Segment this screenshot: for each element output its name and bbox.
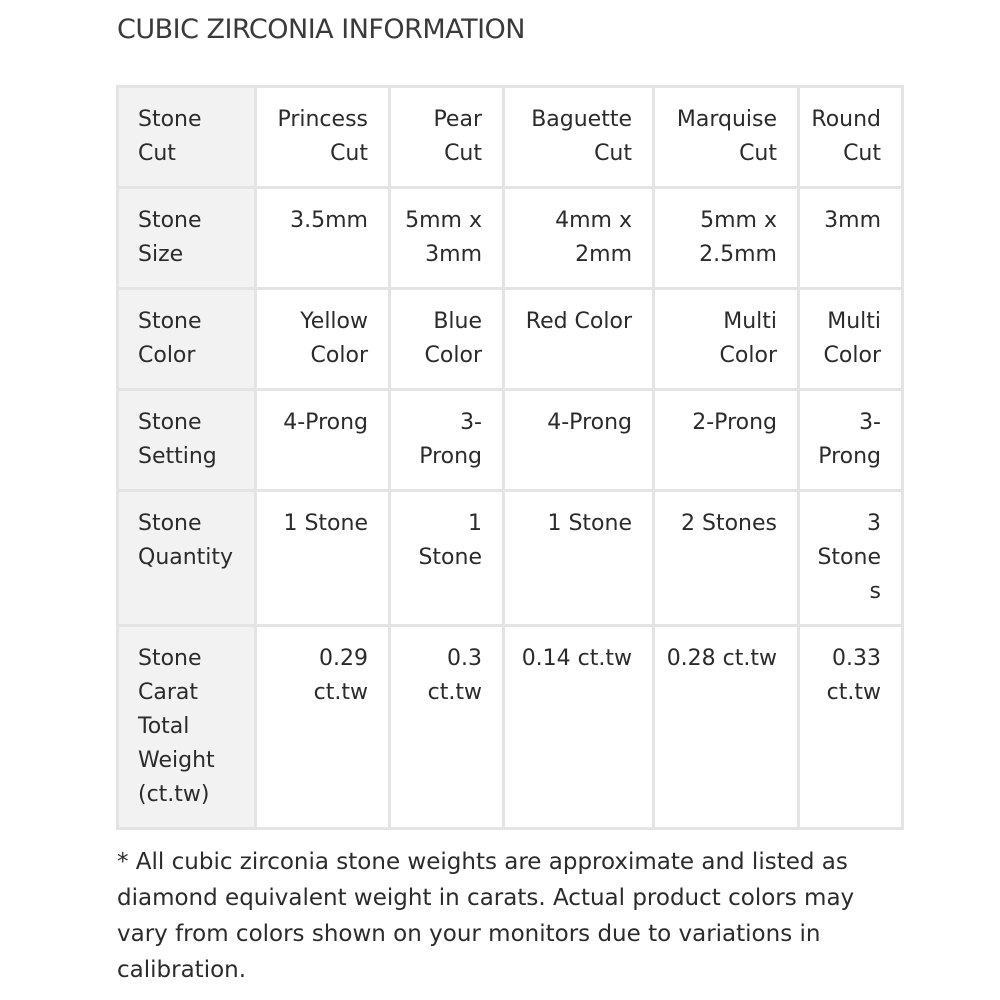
table-cell: 4-Prong xyxy=(256,390,390,491)
table-cell: 0.3 ct.tw xyxy=(390,626,504,829)
table-cell: 4mm x 2mm xyxy=(504,188,654,289)
table-row-stone-size xyxy=(118,188,903,289)
table-row-stone-cut xyxy=(118,87,903,188)
table-cell: Baguette Cut xyxy=(504,87,654,188)
table-cell: 0.29 ct.tw xyxy=(256,626,390,829)
table-row-stone-setting xyxy=(118,390,903,491)
table-cell: Princess Cut xyxy=(256,87,390,188)
table-row-stone-color xyxy=(118,289,903,390)
table-cell: 3mm xyxy=(799,188,903,289)
table-cell: Marquise Cut xyxy=(654,87,799,188)
row-label: Stone Cut xyxy=(118,87,256,188)
table-cell: 0.33 ct.tw xyxy=(799,626,903,829)
table-cell: Multi Color xyxy=(799,289,903,390)
table-cell: 2-Prong xyxy=(654,390,799,491)
table-cell: 5mm x 3mm xyxy=(390,188,504,289)
table-row-stone-quantity xyxy=(118,491,903,626)
row-label: Stone Quantity xyxy=(118,491,256,626)
table-cell: Pear Cut xyxy=(390,87,504,188)
table-cell: 3 Stones xyxy=(799,491,903,626)
row-label: Stone Size xyxy=(118,188,256,289)
table-cell: 2 Stones xyxy=(654,491,799,626)
table-cell: Multi Color xyxy=(654,289,799,390)
table-cell: 1 Stone xyxy=(256,491,390,626)
table-cell: Round Cut xyxy=(799,87,903,188)
table-cell: 5mm x 2.5mm xyxy=(654,188,799,289)
table-cell: Red Color xyxy=(504,289,654,390)
table-cell: 4-Prong xyxy=(504,390,654,491)
section-title: CUBIC ZIRCONIA INFORMATION xyxy=(117,14,526,45)
table-cell: 1 Stone xyxy=(390,491,504,626)
table-cell: 3-Prong xyxy=(390,390,504,491)
table-cell: 3-Prong xyxy=(799,390,903,491)
table-cell: 1 Stone xyxy=(504,491,654,626)
footnote: * All cubic zirconia stone weights are approximate and listed as diamond equivalent weight in carats. Actual product colors may vary from colors shown on your monitors due to variations in calibration. xyxy=(117,849,855,983)
row-label: Stone Color xyxy=(118,289,256,390)
row-label: Stone Setting xyxy=(118,390,256,491)
table-cell: Blue Color xyxy=(390,289,504,390)
row-label: Stone Carat Total Weight (ct.tw) xyxy=(118,626,256,829)
table-cell: 0.28 ct.tw xyxy=(654,626,799,829)
table-cell: Yellow Color xyxy=(256,289,390,390)
table-cell: 0.14 ct.tw xyxy=(504,626,654,829)
table-row-stone-carat-weight xyxy=(118,626,903,829)
table-cell: 3.5mm xyxy=(256,188,390,289)
stone-info-table xyxy=(116,85,904,830)
